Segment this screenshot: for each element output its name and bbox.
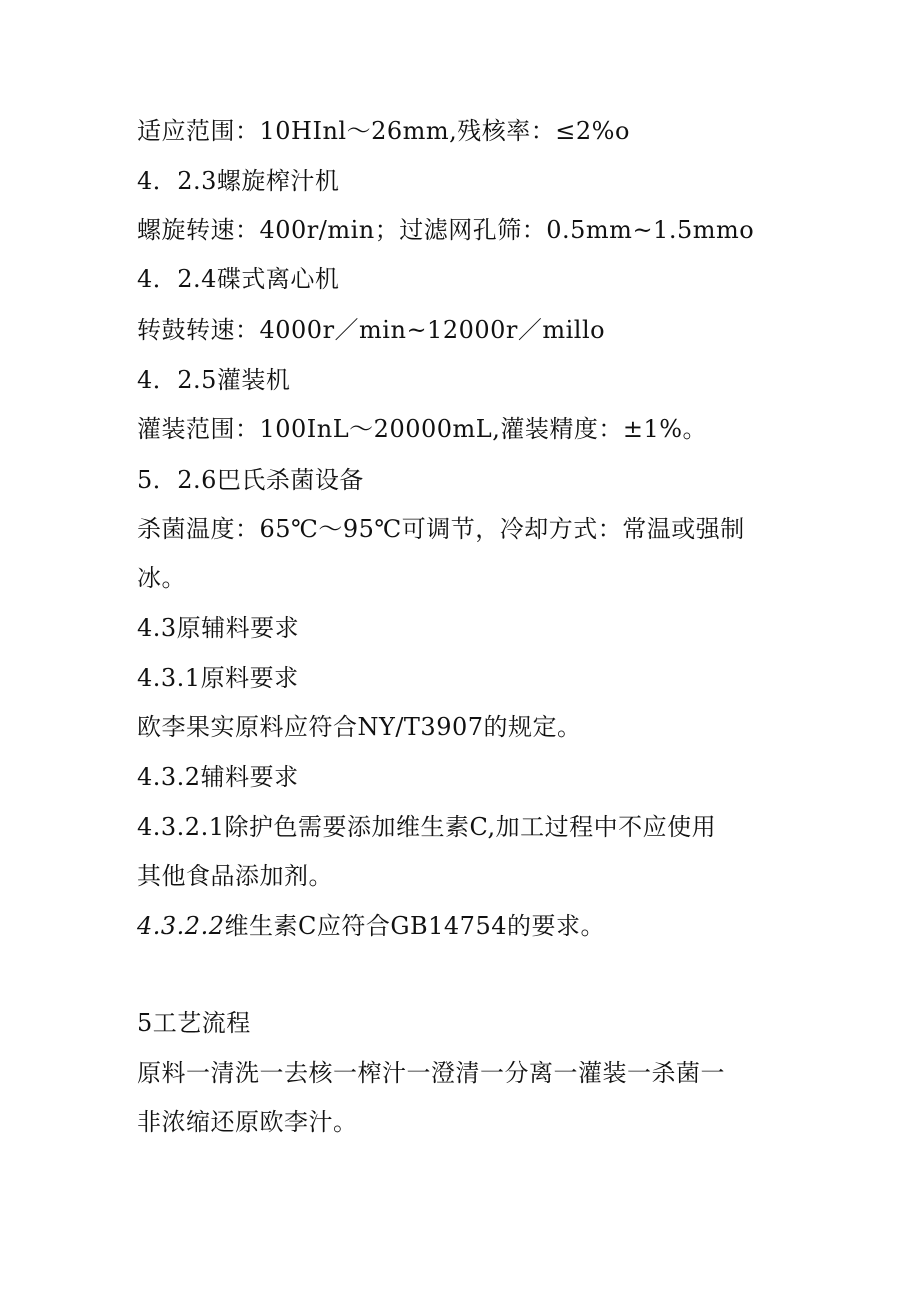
text-line-sterilization-temp-cont: 冰。 [137,564,186,592]
heading-4-2-3: 4．2.3螺旋榨汁机 [137,167,340,195]
heading-4-3: 4.3原辅料要求 [137,614,300,642]
text-line-screw-speed: 螺旋转速：400r/min；过滤网孔筛：0.5mm~1.5mmo [137,216,755,244]
text-line-4-3-2-2 [137,911,797,941]
heading-4-2-5: 4．2.5灌装机 [137,366,291,394]
text-line-adaptation-range: 适应范围：10HInl～26mm,残核率：≤2%o [137,117,630,145]
heading-4-3-1: 4.3.1原料要求 [137,664,299,692]
text-line-process-flow: 原料一清洗一去核一榨汁一澄清一分离一灌装一杀菌一 [137,1059,725,1087]
heading-4-2-4: 4．2.4碟式离心机 [137,265,340,293]
text-line-4-3-2-1-cont: 其他食品添加剂。 [137,862,333,890]
heading-4-3-2: 4.3.2辅料要求 [137,763,299,791]
text-line-filling-range: 灌装范围：100InL～20000mL,灌装精度：±1%。 [137,415,708,443]
text-line-raw-material: 欧李果实原料应符合NY/T3907的规定。 [137,713,582,741]
text-line-process-flow-cont: 非浓缩还原欧李汁。 [137,1108,358,1136]
heading-5: 5工艺流程 [137,1009,251,1037]
text-line-4-3-2-1: 4.3.2.1除护色需要添加维生素C,加工过程中不应使用 [137,813,717,841]
text-line-drum-speed: 转鼓转速：4000r／min~12000r／millo [137,316,606,344]
clause-text-4-3-2-2: 维生素C应符合GB14754的要求。 [224,912,605,940]
text-line-sterilization-temp: 杀菌温度：65℃～95℃可调节，冷却方式：常温或强制 [137,515,745,543]
clause-number-4-3-2-2: 4.3.2.2 [137,912,225,940]
heading-5-2-6: 5．2.6巴氏杀菌设备 [137,466,364,494]
